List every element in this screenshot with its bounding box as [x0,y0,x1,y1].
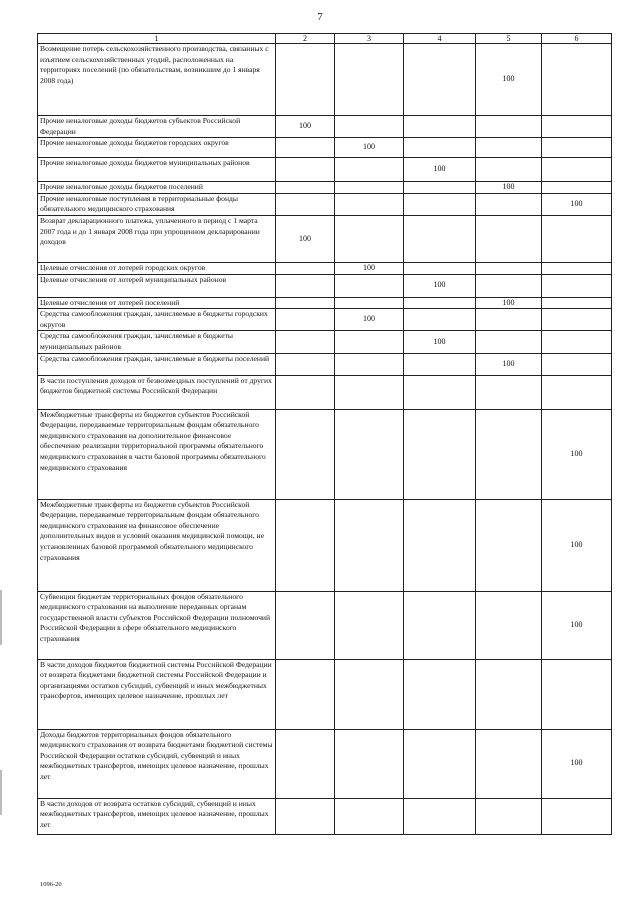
table-row [38,591,612,659]
norm-cell-col3 [335,44,404,116]
norm-cell-col5: 100 [476,297,542,309]
norm-cell-col5 [476,375,542,409]
page-number: 7 [317,11,323,23]
norm-cell-col4 [404,659,476,729]
column-header-6: 6 [542,34,612,44]
table-row [38,409,612,499]
norm-cell-col2: 100 [276,215,335,262]
table-row [38,297,612,309]
norm-cell-col4 [404,182,476,194]
norm-cell-col2 [276,798,335,834]
income-name-cell: Субвенции бюджетам территориальных фондов обязательного медицинского страхования на выполнение переданных органам государственной власти субъектов Российской Федерации полномочий Российской Федерации в сфере обязательного медицинского страхования [38,591,276,659]
norm-cell-col4 [404,262,476,274]
norm-cell-col4 [404,729,476,798]
norm-cell-col3 [335,499,404,591]
table-row [38,375,612,409]
norm-cell-col5 [476,729,542,798]
norm-cell-col6: 100 [542,499,612,591]
norm-cell-col4 [404,297,476,309]
table-body [38,44,612,835]
norm-cell-col3 [335,375,404,409]
income-name-cell: В части доходов от возврата остатков субсидий, субвенций и иных межбюджетных трансфертов, имеющих целевое назначение, прошлых лет [38,798,276,834]
norm-cell-col2 [276,138,335,158]
norm-cell-col5 [476,158,542,182]
norm-cell-col4 [404,375,476,409]
norm-cell-col5 [476,591,542,659]
income-name-cell: Прочие неналоговые доходы бюджетов муниципальных районов [38,158,276,182]
norm-cell-col2 [276,659,335,729]
norm-cell-col5 [476,499,542,591]
norm-cell-col2 [276,353,335,375]
norm-cell-col4: 100 [404,158,476,182]
norm-cell-col3 [335,659,404,729]
scan-edge-shadow [0,590,2,645]
norm-cell-col3 [335,274,404,297]
norm-cell-col3 [335,409,404,499]
norm-cell-col3: 100 [335,262,404,274]
column-number-row [38,34,612,44]
norm-cell-col2 [276,499,335,591]
norm-cell-col2 [276,409,335,499]
norm-cell-col4 [404,309,476,331]
norm-cell-col2 [276,297,335,309]
income-name-cell: Целевые отчисления от лотерей городских округов [38,262,276,274]
norm-cell-col4: 100 [404,331,476,353]
norm-cell-col6: 100 [542,193,612,215]
norm-cell-col6: 100 [542,729,612,798]
norm-cell-col2 [276,729,335,798]
income-distribution-table [37,33,612,835]
norm-cell-col3: 100 [335,309,404,331]
table-row [38,331,612,353]
footer-code: 1096-20 [40,881,62,888]
table-row [38,274,612,297]
norm-cell-col4 [404,138,476,158]
norm-cell-col5 [476,116,542,138]
norm-cell-col3 [335,215,404,262]
norm-cell-col3 [335,182,404,194]
norm-cell-col3 [335,158,404,182]
norm-cell-col2 [276,309,335,331]
table-row [38,158,612,182]
table-row [38,729,612,798]
table-row [38,262,612,274]
income-name-cell: Прочие неналоговые доходы бюджетов городских округов [38,138,276,158]
norm-cell-col2 [276,375,335,409]
norm-cell-col6: 100 [542,409,612,499]
norm-cell-col2: 100 [276,116,335,138]
norm-cell-col5 [476,138,542,158]
norm-cell-col4 [404,499,476,591]
norm-cell-col4 [404,44,476,116]
income-name-cell: Средства самообложения граждан, зачисляемые в бюджеты городских округов [38,309,276,331]
column-header-2: 2 [276,34,335,44]
norm-cell-col2 [276,274,335,297]
income-name-cell: Средства самообложения граждан, зачисляемые в бюджеты поселений [38,353,276,375]
norm-cell-col3 [335,353,404,375]
income-name-cell: Возврат декларационного платежа, уплаченного в период с 1 марта 2007 года и до 1 января 2008 года при упрощенном декларировании доходов [38,215,276,262]
norm-cell-col5: 100 [476,353,542,375]
table-row [38,44,612,116]
norm-cell-col3 [335,193,404,215]
income-name-cell: Целевые отчисления от лотерей муниципальных районов [38,274,276,297]
income-name-cell: В части доходов бюджетов бюджетной системы Российской Федерации от возврата бюджетами бюджетной системы Российской Федерации и организациями остатков субсидий, субвенций и иных межбюджетных трансфертов, имеющих целевое назначение, прошлых лет [38,659,276,729]
norm-cell-col6 [542,116,612,138]
norm-cell-col2 [276,44,335,116]
income-name-cell: Возмещение потерь сельскохозяйственного производства, связанных с изъятием сельскохозяйственных угодий, расположенных на территориях поселений (по обязательствам, возникшим до 1 января 2008 года) [38,44,276,116]
norm-cell-col6 [542,182,612,194]
norm-cell-col5: 100 [476,44,542,116]
income-name-cell: Средства самообложения граждан, зачисляемые в бюджеты муниципальных районов [38,331,276,353]
norm-cell-col6: 100 [542,591,612,659]
norm-cell-col4 [404,116,476,138]
table-row [38,309,612,331]
norm-cell-col4 [404,409,476,499]
norm-cell-col6 [542,353,612,375]
norm-cell-col6 [542,375,612,409]
table-row [38,353,612,375]
income-name-cell: Целевые отчисления от лотерей поселений [38,297,276,309]
table-row [38,138,612,158]
income-name-cell: Межбюджетные трансферты из бюджетов субъектов Российской Федерации, передаваемые территориальным фондам обязательного медицинского страхования на финансовое обеспечение дополнительных видов и условий оказания медицинской помощи, не установленных базовой программой обязательного медицинского страхования [38,499,276,591]
norm-cell-col5 [476,215,542,262]
income-name-cell: Прочие неналоговые доходы бюджетов поселений [38,182,276,194]
column-header-5: 5 [476,34,542,44]
norm-cell-col2 [276,591,335,659]
norm-cell-col5 [476,193,542,215]
norm-cell-col6 [542,309,612,331]
norm-cell-col2 [276,158,335,182]
table-row [38,215,612,262]
norm-cell-col3 [335,331,404,353]
norm-cell-col5 [476,409,542,499]
table-row [38,116,612,138]
table-row [38,499,612,591]
income-name-cell: В части поступления доходов от безвозмездных поступлений от других бюджетов бюджетной системы Российской Федерации [38,375,276,409]
norm-cell-col6 [542,331,612,353]
column-header-4: 4 [404,34,476,44]
norm-cell-col6 [542,274,612,297]
income-name-cell: Прочие неналоговые поступления в территориальные фонды обязательного медицинского страхования [38,193,276,215]
norm-cell-col6 [542,262,612,274]
norm-cell-col3 [335,297,404,309]
norm-cell-col5 [476,331,542,353]
norm-cell-col6 [542,297,612,309]
norm-cell-col3: 100 [335,138,404,158]
norm-cell-col3 [335,729,404,798]
table-row [38,659,612,729]
column-header-3: 3 [335,34,404,44]
norm-cell-col5 [476,262,542,274]
norm-cell-col3 [335,591,404,659]
income-name-cell: Межбюджетные трансферты из бюджетов субъектов Российской Федерации, передаваемые территориальным фондам обязательного медицинского страхования на дополнительное финансовое обеспечение реализации территориальной программы обязательного медицинского страхования в части базовой программы обязательного медицинского страхования [38,409,276,499]
norm-cell-col6 [542,215,612,262]
norm-cell-col3 [335,798,404,834]
norm-cell-col4 [404,798,476,834]
norm-cell-col5 [476,309,542,331]
norm-cell-col4 [404,215,476,262]
table-row [38,182,612,194]
norm-cell-col6 [542,798,612,834]
norm-cell-col5 [476,274,542,297]
column-header-1: 1 [38,34,276,44]
norm-cell-col5: 100 [476,182,542,194]
norm-cell-col4 [404,591,476,659]
norm-cell-col4 [404,193,476,215]
scan-edge-shadow [0,770,2,815]
income-name-cell: Доходы бюджетов территориальных фондов обязательного медицинского страхования от возврата бюджетами бюджетной системы Российской Федерации остатков субсидий, субвенций и иных межбюджетных трансфертов, имеющих целевое назначение, прошлых лет [38,729,276,798]
income-name-cell: Прочие неналоговые доходы бюджетов субъектов Российской Федерации [38,116,276,138]
norm-cell-col6 [542,44,612,116]
norm-cell-col2 [276,262,335,274]
norm-cell-col5 [476,798,542,834]
norm-cell-col6 [542,158,612,182]
norm-cell-col4 [404,353,476,375]
norm-cell-col6 [542,659,612,729]
norm-cell-col3 [335,116,404,138]
norm-cell-col2 [276,182,335,194]
norm-cell-col6 [542,138,612,158]
norm-cell-col4: 100 [404,274,476,297]
table-row [38,193,612,215]
table-row [38,798,612,834]
norm-cell-col2 [276,193,335,215]
norm-cell-col5 [476,659,542,729]
norm-cell-col2 [276,331,335,353]
